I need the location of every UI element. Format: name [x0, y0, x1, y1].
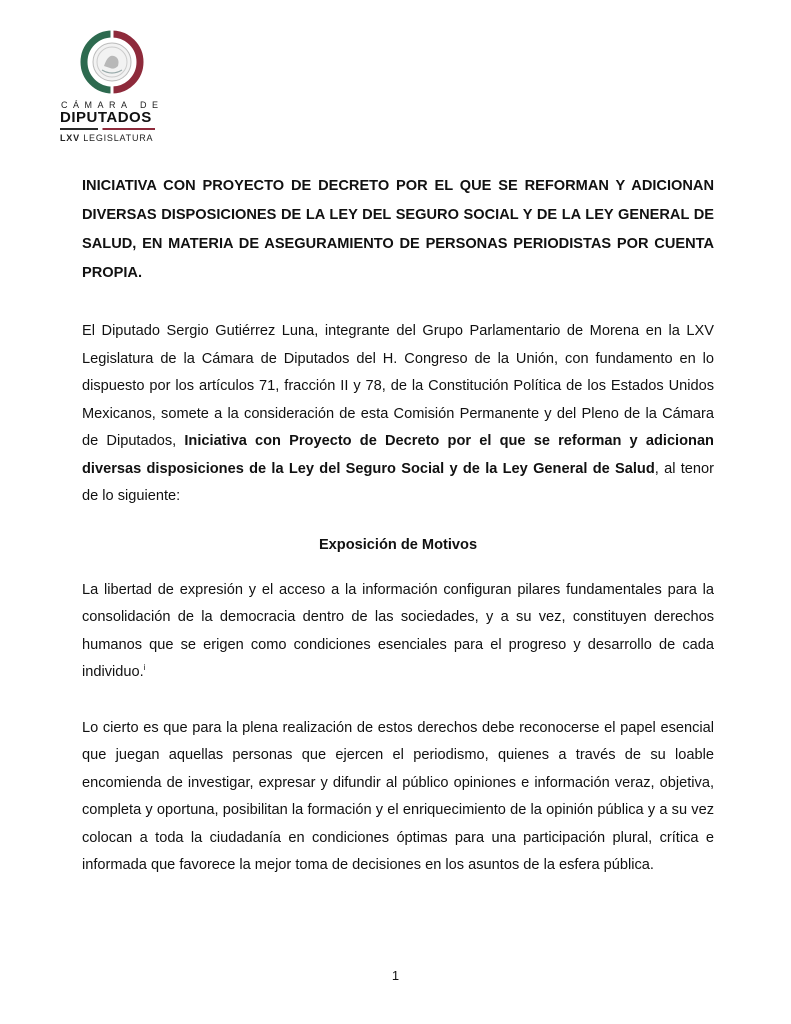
intro-text: El Diputado Sergio Gutiérrez Luna, integrante del Grupo Parlamentario de Morena en la LXV Legislatura de la Cámara de Diputados del H. Congreso de la Unión, con fundamento en lo dispuesto por los artículos 71, fracción II y 78, de la Constitución Política de los Estados Unidos Mexicanos, somete a la consideración de esta Comisión Permanente y del Pleno de la Cámara de Diputados,: [82, 323, 714, 449]
paragraph-2: Lo cierto es que para la plena realización de estos derechos debe reconocerse el papel esencial que juegan aquellas personas que ejercen el periodismo, quienes a través de su loable encomienda de investigar, expresar y difundir al público opiniones e información veraz, objetiva, completa y oportuna, posibilitan la formación y el enriquecimiento de la opinión pública y a su vez colocan a toda la ciudadanía en condiciones óptimas para una participación plural, crítica e informada que favorece la mejor toma de decisiones en los asuntos de la esfera pública.: [82, 719, 714, 873]
page-number: 1: [391, 968, 400, 983]
camara-de-diputados-seal-icon: [80, 30, 144, 94]
chamber-logo: [60, 30, 170, 143]
logo-line-diputados: DIPUTADOS: [60, 109, 152, 126]
paragraph-1: [82, 577, 714, 687]
document-title: INICIATIVA CON PROYECTO DE DECRETO POR EL QUE SE REFORMAN Y ADICIONAN DIVERSAS DISPOSICIONES DE LA LEY DEL SEGURO SOCIAL Y DE LA LEY GENERAL DE SALUD, EN MATERIA DE ASEGURAMIENTO DE PERSONAS PERIODISTAS POR CUENTA PROPIA.: [82, 178, 714, 281]
section-heading: Exposición de Motivos: [318, 536, 478, 553]
logo-line-legislatura: [60, 133, 170, 143]
paragraph-1-text: La libertad de expresión y el acceso a la información configuran pilares fundamentales para la consolidación de la democracia dentro de las sociedades, y a su vez, constituyen derechos humanos que se erigen como condiciones esenciales para el progreso y desarrollo de cada individuo.: [82, 581, 714, 680]
logo-line-camara: CÁMARA DE: [61, 100, 164, 110]
footnote-marker[interactable]: i: [143, 663, 146, 673]
intro-paragraph: [82, 318, 714, 511]
legislatura-label: LEGISLATURA: [79, 133, 154, 143]
legislatura-number: LXV: [60, 133, 80, 143]
logo-divider: [60, 128, 155, 130]
document-body: [82, 172, 714, 880]
intro-bold-text: Iniciativa con Proyecto de Decreto por el que se reforman y adicionan diversas disposiciones de la Ley del Seguro Social y de la Ley General de Salud: [82, 433, 714, 477]
intro-text-end: , al tenor de lo siguiente:: [82, 460, 714, 504]
